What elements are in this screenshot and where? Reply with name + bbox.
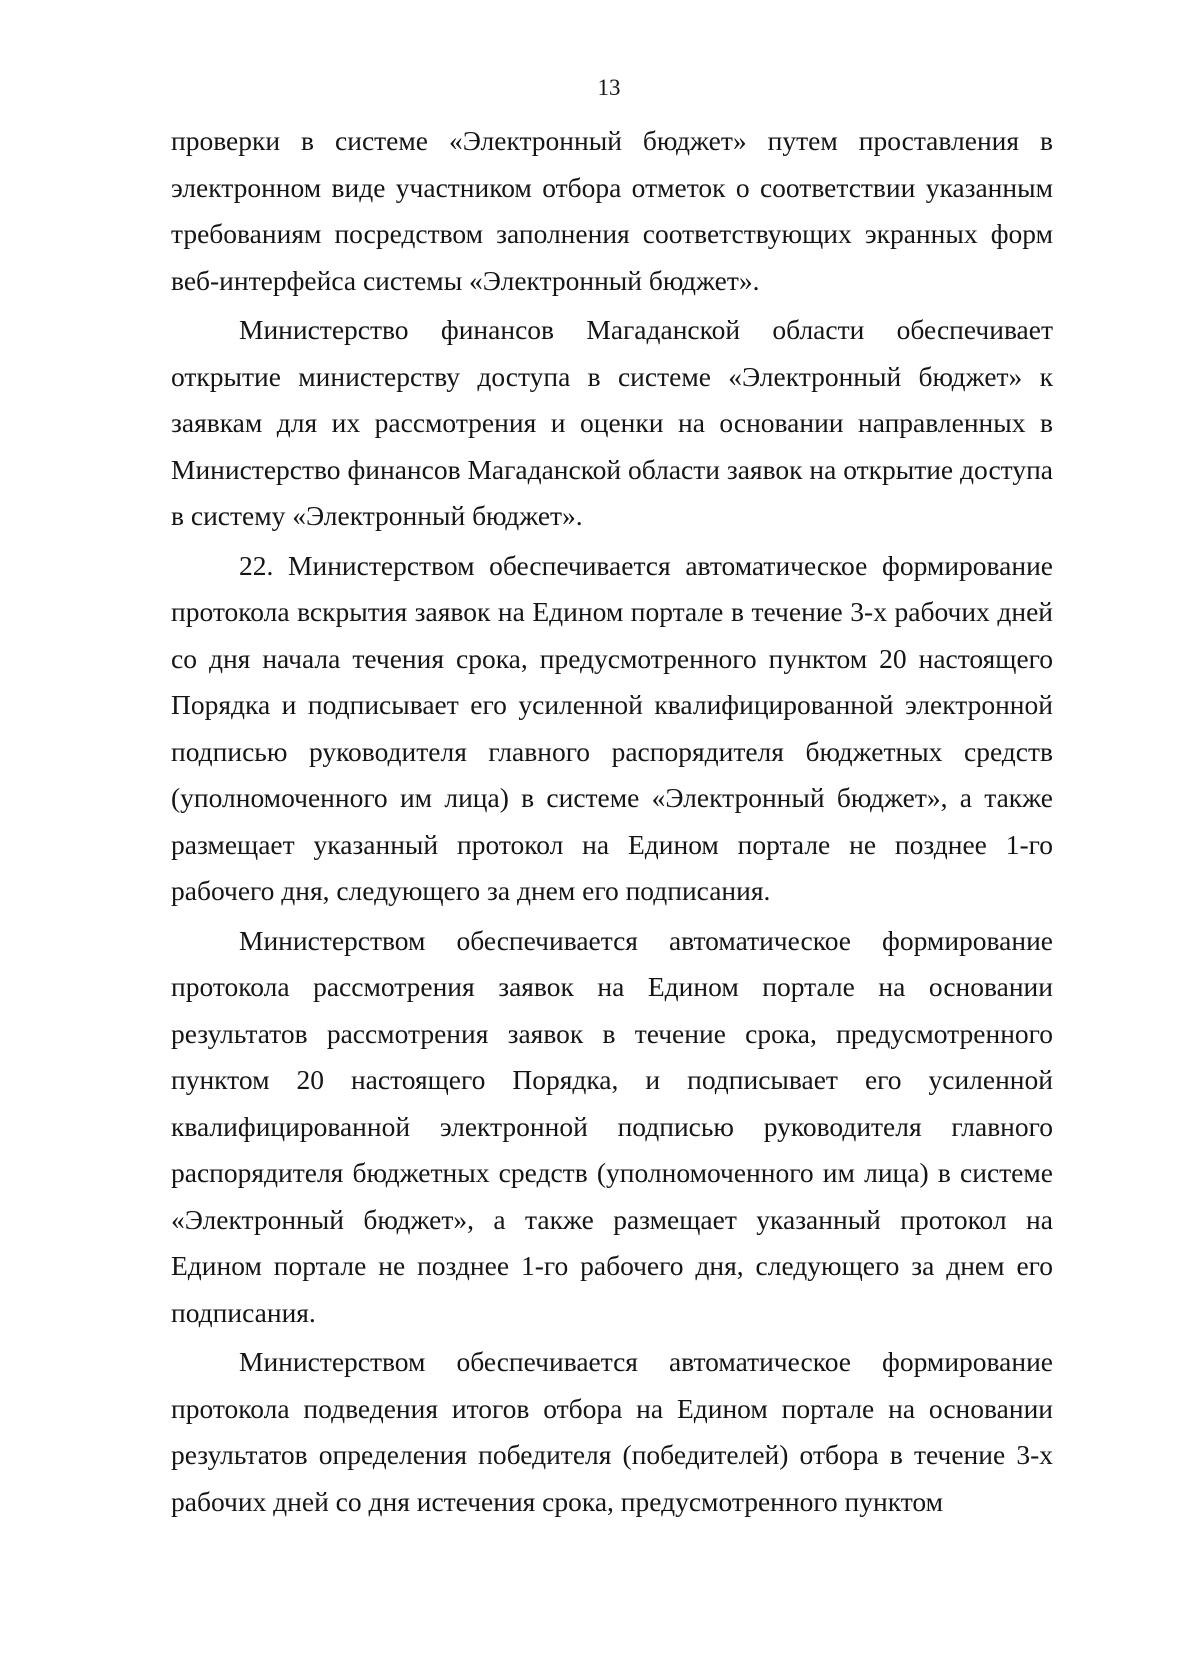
- document-body: [171, 118, 1053, 1528]
- page-number: 13: [597, 75, 621, 100]
- paragraph-finance-ministry-access: Министерство финансов Магаданской области обеспечивает открытие министерству доступа в системе «Электронный бюджет» к заявкам для их рассмотрения и оценки на основании направленных в Министерство финансов Магаданской области заявок на открытие доступа в систему «Электронный бюджет».: [171, 314, 1053, 531]
- paragraph-continuation: проверки в системе «Электронный бюджет» путем проставления в электронном виде участником отбора отметок о соответствии указанным требованиям посредством заполнения соответствующих экранных форм веб-интерфейса системы «Электронный бюджет».: [171, 125, 1053, 296]
- paragraph-review-protocol: Министерством обеспечивается автоматическое формирование протокола рассмотрения заявок на Едином портале на основании результатов рассмотрения заявок в течение срока, предусмотренного пунктом 20 настоящего Порядка, и подписывает его усиленной квалифицированной электронной подписью руководителя главного распорядителя бюджетных средств (уполномоченного им лица) в системе «Электронный бюджет», а также размещает указанный протокол на Едином портале не позднее 1-го рабочего дня, следующего за днем его подписания.: [171, 924, 1053, 1328]
- paragraph-item-22-opening-protocol: 22. Министерством обеспечивается автоматическое формирование протокола вскрытия заявок на Едином портале в течение 3-х рабочих дней со дня начала течения срока, предусмотренного пунктом 20 настоящего Порядка и подписывает его усиленной квалифицированной электронной подписью руководителя главного распорядителя бюджетных средств (уполномоченного им лица) в системе «Электронный бюджет», а также размещает указанный протокол на Едином портале не позднее 1-го рабочего дня, следующего за днем его подписания.: [171, 549, 1053, 906]
- paragraph-results-protocol: Министерством обеспечивается автоматическое формирование протокола подведения итогов отбора на Едином портале на основании результатов определения победителя (победителей) отбора в течение 3-х рабочих дней со дня истечения срока, предусмотренного пунктом: [171, 1346, 1053, 1517]
